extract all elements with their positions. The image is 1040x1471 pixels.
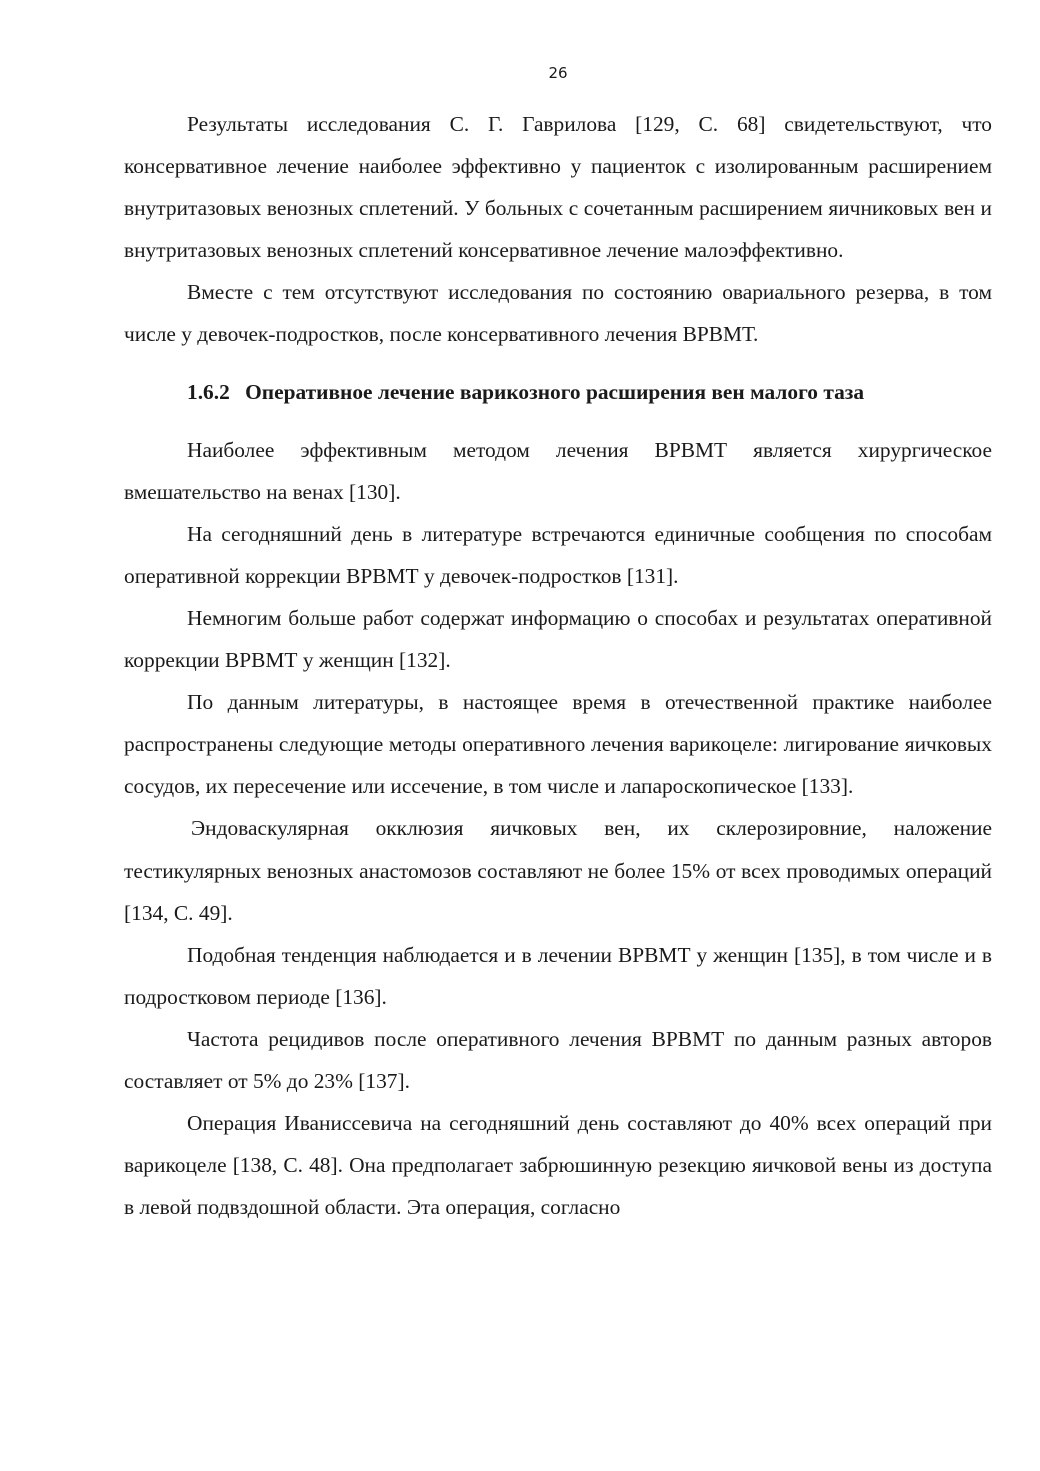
paragraph-9: Частота рецидивов после оперативного лечения ВРВМТ по данным разных авторов составляет от 5% до 23% [137].: [124, 1026, 992, 1093]
section-heading-title: Оперативное лечение варикозного расширения вен малого таза: [245, 379, 865, 404]
page-number: 26: [548, 64, 568, 82]
paragraph-5: Немногим больше работ содержат информацию о способах и результатах оперативной коррекции ВРВМТ у женщин [132].: [124, 605, 992, 673]
paragraph-1: Результаты исследования С. Г. Гаврилова [129, С. 68] свидетельствуют, что консервативное лечение наиболее эффективно у пациенток с изолированным расширением внутритазовых венозных сплетений. У больных с сочетанным расширением яичниковых вен и внутритазовых венозных сплетений консервативное лечение малоэффективно.: [124, 112, 992, 263]
paragraph-2: Вместе с тем отсутствуют исследования по состоянию овариального резерва, в том числе у девочек-подростков, после консервативного лечения ВРВМТ.: [124, 280, 992, 347]
paragraph-7: Эндоваскулярная окклюзия яичковых вен, их склерозировние, наложение тестикулярных венозных анастомозов составляют не более 15% от всех проводимых операций [134, С. 49].: [124, 816, 992, 925]
section-heading-number: 1.6.2: [187, 379, 230, 404]
paragraph-4: На сегодняшний день в литературе встречаются единичные сообщения по способам оперативной коррекции ВРВМТ у девочек-подростков [131].: [124, 521, 992, 588]
paragraph-3: Наиболее эффективным методом лечения ВРВМТ является хирургическое вмешательство на венах [130].: [124, 437, 992, 504]
section-heading: [124, 356, 992, 429]
paragraph-6: По данным литературы, в настоящее время в отечественной практике наиболее распространены следующие методы оперативного лечения варикоцеле: лигирование яичковых сосудов, их пересечение или иссечение, в том числе и лапароскопическое [133].: [124, 690, 992, 799]
paragraph-10: Операция Иванисcевича на сегодняшний день составляют до 40% всех операций при варикоцеле [138, С. 48]. Она предполагает забрюшинную резекцию яичковой вены из доступа в левой подвздошной области. Эта операция, согласно: [124, 1111, 992, 1220]
paragraph-8: Подобная тенденция наблюдается и в лечении ВРВМТ у женщин [135], в том числе и в подростковом периоде [136].: [124, 942, 992, 1009]
document-body: [124, 103, 992, 1228]
